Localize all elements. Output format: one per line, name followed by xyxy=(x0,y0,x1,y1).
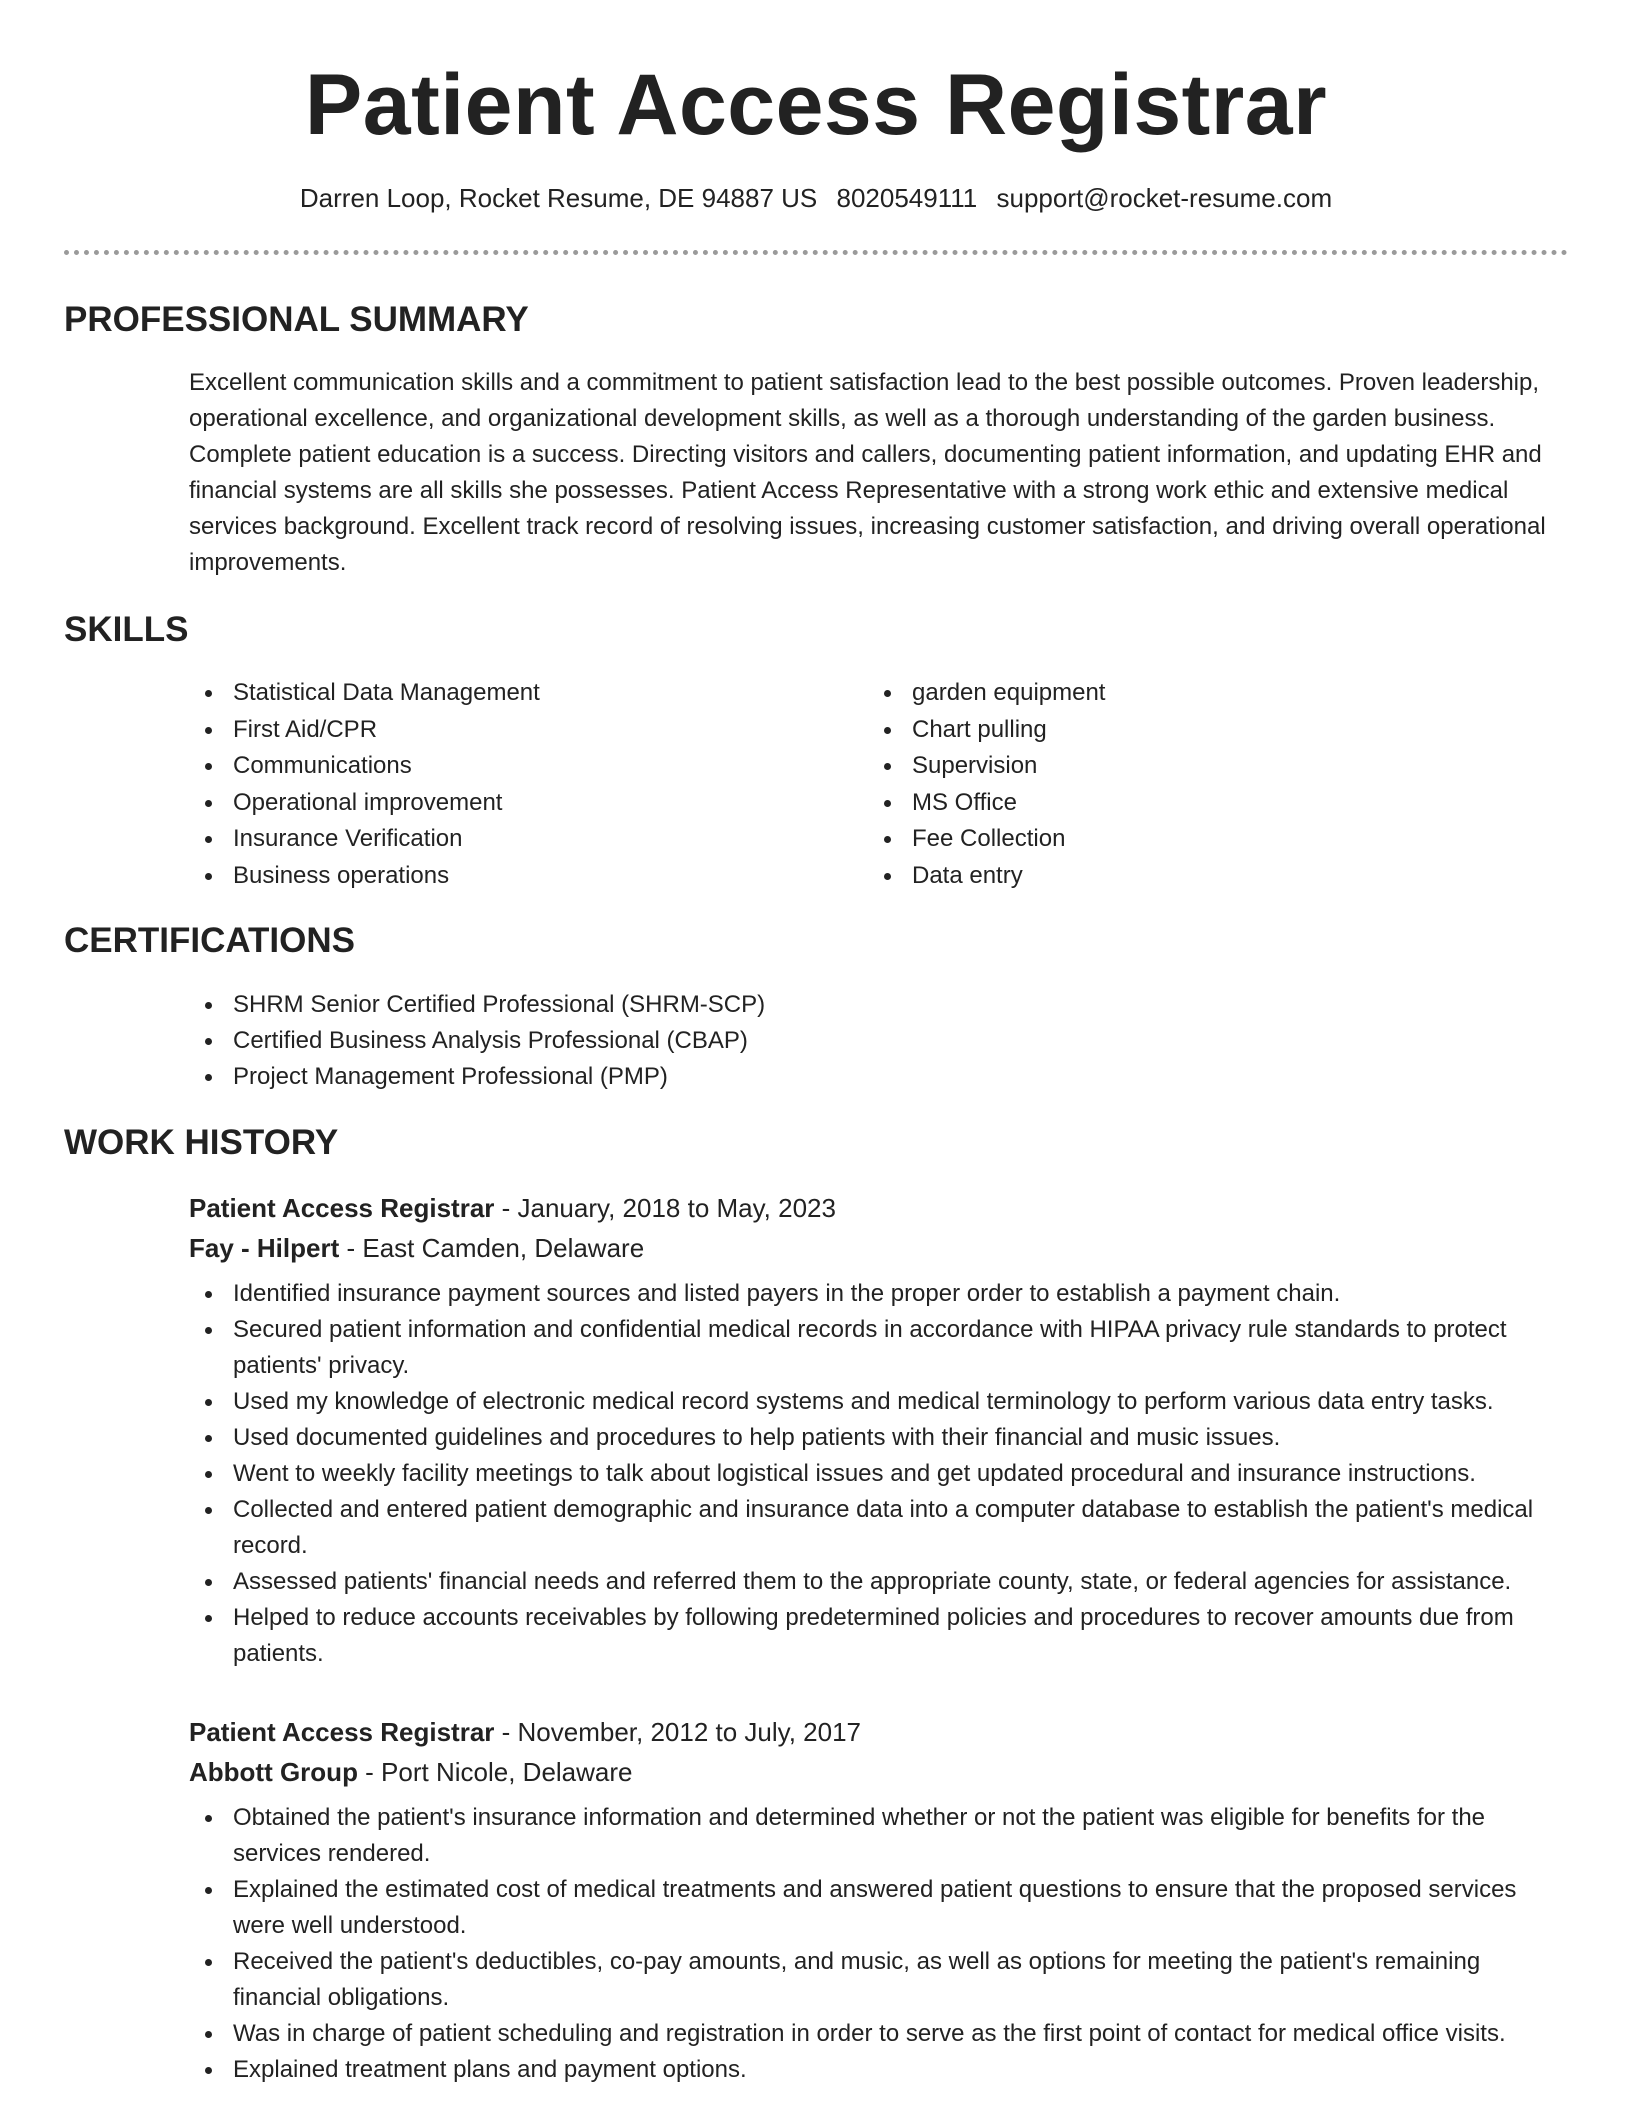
job-bullet: Received the patient's deductibles, co-pay amounts, and music, as well as options for meeting the patient's remaining financial obligations. xyxy=(189,1944,1569,2016)
certifications-list xyxy=(189,987,1389,1095)
skills-list-right xyxy=(868,675,1508,894)
job-dates: - November, 2012 to July, 2017 xyxy=(494,1717,862,1747)
job-bullet: Used documented guidelines and procedures to help patients with their financial and music issues. xyxy=(189,1420,1569,1456)
header-divider xyxy=(64,250,1568,255)
section-heading-work-history: WORK HISTORY xyxy=(64,1123,339,1162)
contact-email: support@rocket-resume.com xyxy=(996,183,1333,213)
job-title-line xyxy=(189,1188,1569,1228)
skill-item: Communications xyxy=(189,748,829,784)
section-heading-certifications: CERTIFICATIONS xyxy=(64,921,356,960)
skill-item: Statistical Data Management xyxy=(189,675,829,711)
job-bullet: Assessed patients' financial needs and referred them to the appropriate county, state, or federal agencies for assistance. xyxy=(189,1564,1569,1600)
skill-item: Fee Collection xyxy=(868,821,1508,857)
job-location: - East Camden, Delaware xyxy=(339,1233,645,1263)
skills-list-left xyxy=(189,675,829,894)
job-dates: - January, 2018 to May, 2023 xyxy=(494,1193,836,1223)
job-bullet: Explained treatment plans and payment options. xyxy=(189,2052,1569,2088)
contact-phone: 8020549111 xyxy=(836,183,978,213)
job-bullets xyxy=(0,1276,1569,1672)
certification-item: SHRM Senior Certified Professional (SHRM-SCP) xyxy=(189,987,1389,1023)
skill-item: Insurance Verification xyxy=(189,821,829,857)
job-bullet: Secured patient information and confidential medical records in accordance with HIPAA privacy rule standards to protect patients' privacy. xyxy=(189,1312,1569,1384)
skill-item: First Aid/CPR xyxy=(189,712,829,748)
skill-item: Supervision xyxy=(868,748,1508,784)
contact-line xyxy=(0,183,1632,214)
job-bullet: Explained the estimated cost of medical treatments and answered patient questions to ensure that the proposed services were well understood. xyxy=(189,1872,1569,1944)
job-bullet: Collected and entered patient demographic and insurance data into a computer database to establish the patient's medical record. xyxy=(189,1492,1569,1564)
skill-item: Operational improvement xyxy=(189,785,829,821)
job-title: Patient Access Registrar xyxy=(189,1717,495,1747)
job-entry xyxy=(189,1188,1569,1672)
job-company-line xyxy=(189,1228,1569,1268)
skill-item: Data entry xyxy=(868,858,1508,894)
summary-text: Excellent communication skills and a commitment to patient satisfaction lead to the best possible outcomes. Proven leadership, operational excellence, and organizational development skills, as well as a thorough understanding of the garden business. Complete patient education is a success. Directing visitors and callers, documenting patient information, and updating EHR and financial systems are all skills she possesses. Patient Access Representative with a strong work ethic and extensive medical services background. Excellent track record of resolving issues, increasing customer satisfaction, and driving overall operational improvements. xyxy=(189,369,1546,576)
contact-address: Darren Loop, Rocket Resume, DE 94887 US xyxy=(299,183,818,213)
section-heading-summary: PROFESSIONAL SUMMARY xyxy=(64,300,529,339)
job-company-line xyxy=(189,1752,1569,1792)
job-bullet: Obtained the patient's insurance information and determined whether or not the patient was eligible for benefits for the services rendered. xyxy=(189,1800,1569,1872)
certification-item: Project Management Professional (PMP) xyxy=(189,1059,1389,1095)
job-entry xyxy=(189,1712,1569,2088)
job-bullet: Helped to reduce accounts receivables by following predetermined policies and procedures to recover amounts due from patients. xyxy=(189,1600,1569,1672)
page-title: Patient Access Registrar xyxy=(304,57,1328,153)
job-title: Patient Access Registrar xyxy=(189,1193,495,1223)
skill-item: Business operations xyxy=(189,858,829,894)
skill-item: MS Office xyxy=(868,785,1508,821)
certification-item: Certified Business Analysis Professional (CBAP) xyxy=(189,1023,1389,1059)
skill-item: garden equipment xyxy=(868,675,1508,711)
job-bullet: Identified insurance payment sources and listed payers in the proper order to establish a payment chain. xyxy=(189,1276,1569,1312)
job-bullet: Used my knowledge of electronic medical record systems and medical terminology to perform various data entry tasks. xyxy=(189,1384,1569,1420)
job-bullet: Went to weekly facility meetings to talk about logistical issues and get updated procedural and insurance instructions. xyxy=(189,1456,1569,1492)
job-title-line xyxy=(189,1712,1569,1752)
skill-item: Chart pulling xyxy=(868,712,1508,748)
job-bullets xyxy=(0,1800,1569,2088)
job-company: Abbott Group xyxy=(189,1757,358,1787)
job-location: - Port Nicole, Delaware xyxy=(357,1757,633,1787)
section-heading-skills: SKILLS xyxy=(64,610,189,649)
job-company: Fay - Hilpert xyxy=(189,1233,340,1263)
job-bullet: Was in charge of patient scheduling and registration in order to serve as the first point of contact for medical office visits. xyxy=(189,2016,1569,2052)
